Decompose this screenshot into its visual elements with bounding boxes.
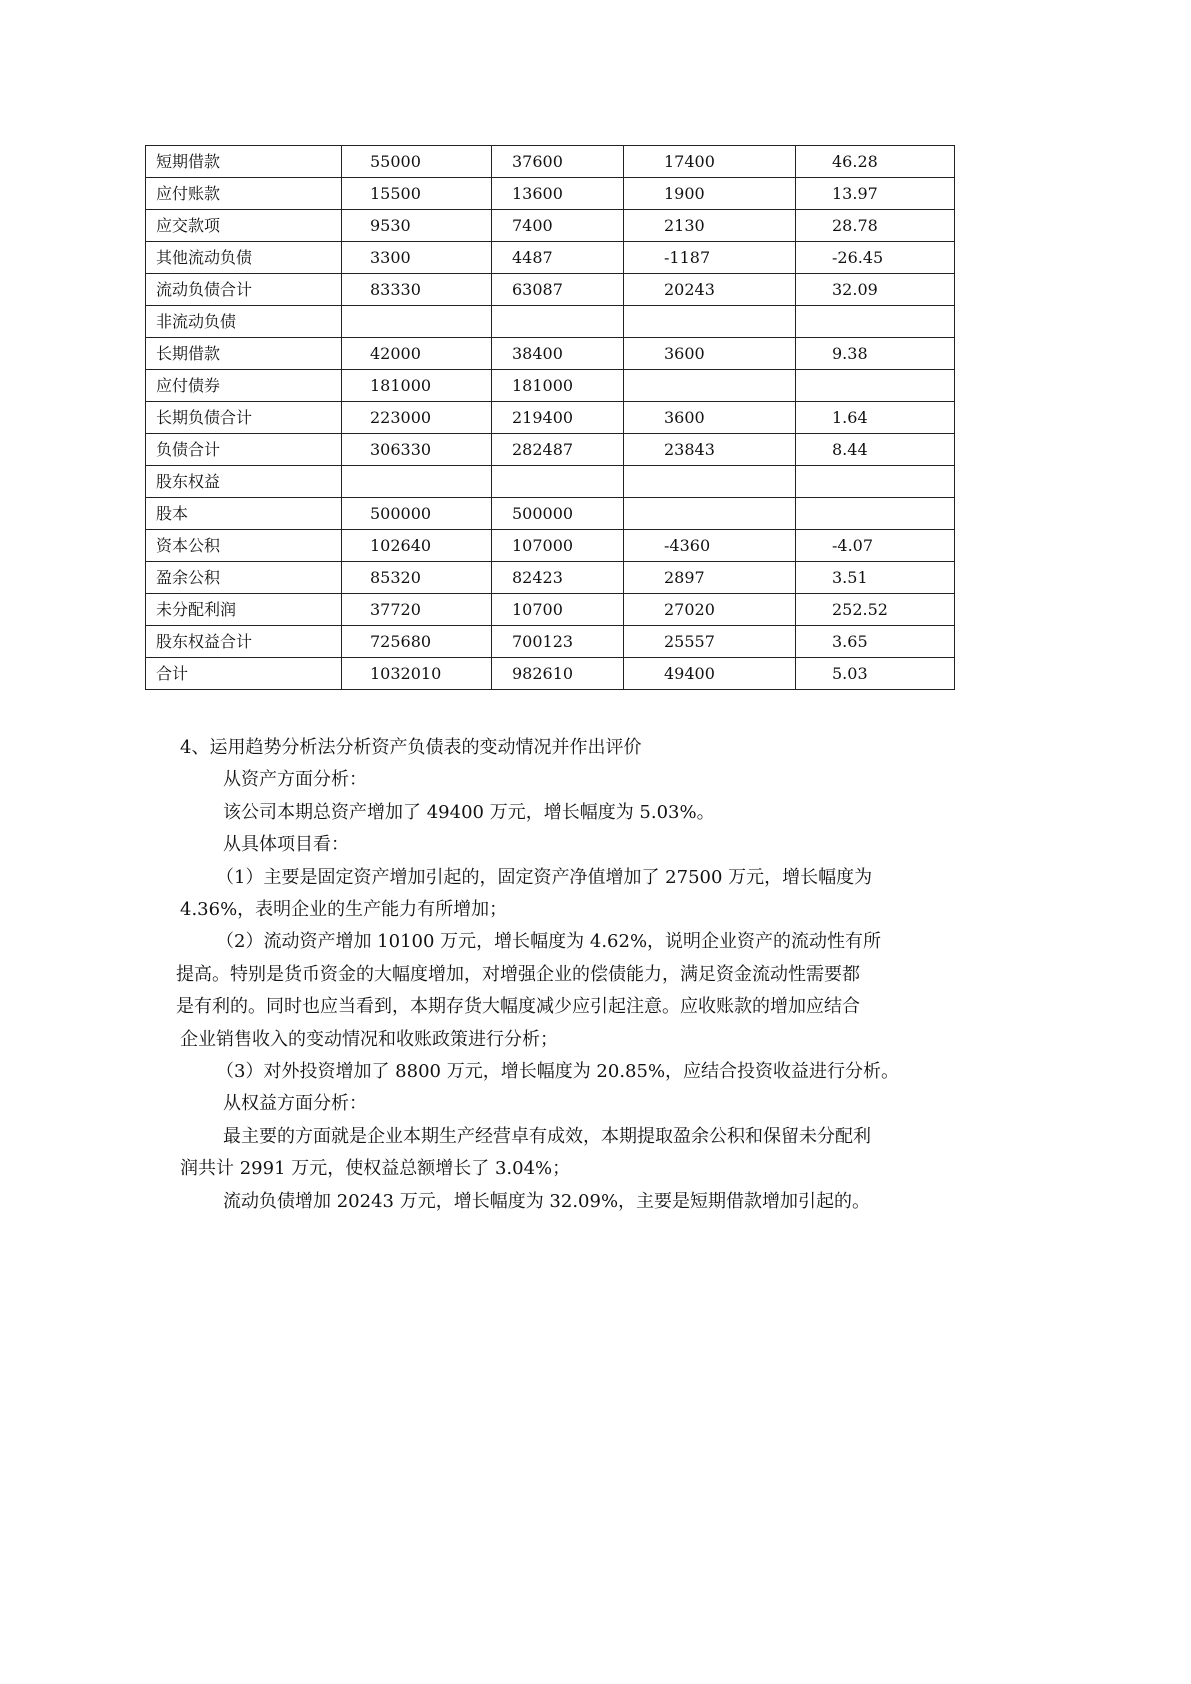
row-label: 其他流动负债 [146, 242, 342, 274]
change-percent-cell: 9.38 [796, 338, 955, 370]
change-percent-cell: 32.09 [796, 274, 955, 306]
table-row [146, 434, 955, 466]
prior-period-cell: 982610 [492, 658, 624, 690]
change-amount-cell: 3600 [624, 402, 796, 434]
current-period-cell: 85320 [342, 562, 492, 594]
change-amount-cell: 2897 [624, 562, 796, 594]
change-amount-cell [624, 466, 796, 498]
prior-period-cell: 107000 [492, 530, 624, 562]
current-period-cell: 3300 [342, 242, 492, 274]
liability-sentence: 流动负债增加 20243 万元，增长幅度为 32.09%，主要是短期借款增加引起的。 [223, 1190, 871, 1212]
item-1-line-2: 4.36%，表明企业的生产能力有所增加； [180, 899, 508, 921]
change-amount-cell: 27020 [624, 594, 796, 626]
equity-line-1: 最主要的方面就是企业本期生产经营卓有成效，本期提取盈余公积和保留未分配利 [223, 1125, 871, 1147]
row-label: 长期负债合计 [146, 402, 342, 434]
table-row [146, 562, 955, 594]
prior-period-cell: 181000 [492, 370, 624, 402]
change-amount-cell: 3600 [624, 338, 796, 370]
row-label: 合计 [146, 658, 342, 690]
change-percent-cell: 46.28 [796, 146, 955, 178]
row-label: 股本 [146, 498, 342, 530]
row-label: 负债合计 [146, 434, 342, 466]
change-amount-cell [624, 498, 796, 530]
change-percent-cell: 28.78 [796, 210, 955, 242]
change-amount-cell [624, 306, 796, 338]
prior-period-cell: 700123 [492, 626, 624, 658]
change-percent-cell [796, 370, 955, 402]
change-percent-cell: -26.45 [796, 242, 955, 274]
table-row [146, 498, 955, 530]
change-percent-cell: 3.65 [796, 626, 955, 658]
table-row [146, 242, 955, 274]
table-row [146, 210, 955, 242]
prior-period-cell: 82423 [492, 562, 624, 594]
prior-period-cell: 500000 [492, 498, 624, 530]
item-2-line-3: 是有利的。同时也应当看到，本期存货大幅度减少应引起注意。应收账款的增加应结合 [176, 996, 860, 1018]
change-percent-cell: 252.52 [796, 594, 955, 626]
table-row [146, 626, 955, 658]
item-2-line-1: （2）流动资产增加 10100 万元，增长幅度为 4.62%，说明企业资产的流动性有所 [216, 931, 882, 953]
analysis-text [176, 732, 972, 1218]
row-label: 未分配利润 [146, 594, 342, 626]
balance-sheet-table [145, 145, 955, 690]
change-percent-cell: 8.44 [796, 434, 955, 466]
table-body [146, 146, 955, 690]
table-row [146, 178, 955, 210]
change-percent-cell [796, 306, 955, 338]
current-period-cell: 181000 [342, 370, 492, 402]
table-row [146, 306, 955, 338]
prior-period-cell: 10700 [492, 594, 624, 626]
change-amount-cell: 49400 [624, 658, 796, 690]
current-period-cell: 37720 [342, 594, 492, 626]
change-percent-cell: 1.64 [796, 402, 955, 434]
prior-period-cell [492, 466, 624, 498]
prior-period-cell: 37600 [492, 146, 624, 178]
table-row [146, 402, 955, 434]
row-label: 股东权益 [146, 466, 342, 498]
asset-analysis-title: 从资产方面分析： [223, 769, 367, 791]
row-label: 应付账款 [146, 178, 342, 210]
current-period-cell: 9530 [342, 210, 492, 242]
prior-period-cell: 63087 [492, 274, 624, 306]
prior-period-cell: 282487 [492, 434, 624, 466]
change-amount-cell: -4360 [624, 530, 796, 562]
current-period-cell: 306330 [342, 434, 492, 466]
current-period-cell: 83330 [342, 274, 492, 306]
change-amount-cell: 17400 [624, 146, 796, 178]
current-period-cell: 15500 [342, 178, 492, 210]
prior-period-cell: 4487 [492, 242, 624, 274]
current-period-cell: 102640 [342, 530, 492, 562]
row-label: 短期借款 [146, 146, 342, 178]
current-period-cell: 42000 [342, 338, 492, 370]
item-1-line-1: （1）主要是固定资产增加引起的，固定资产净值增加了 27500 万元，增长幅度为 [216, 866, 873, 888]
item-2-line-2: 提高。特别是货币资金的大幅度增加，对增强企业的偿债能力，满足资金流动性需要都 [176, 963, 860, 985]
current-period-cell: 725680 [342, 626, 492, 658]
change-amount-cell: 1900 [624, 178, 796, 210]
table-row [146, 594, 955, 626]
table-row [146, 530, 955, 562]
row-label: 盈余公积 [146, 562, 342, 594]
change-amount-cell: 23843 [624, 434, 796, 466]
prior-period-cell: 38400 [492, 338, 624, 370]
item-2-line-4: 企业销售收入的变动情况和收账政策进行分析； [180, 1028, 558, 1050]
change-percent-cell [796, 466, 955, 498]
current-period-cell: 1032010 [342, 658, 492, 690]
prior-period-cell: 13600 [492, 178, 624, 210]
change-percent-cell: 13.97 [796, 178, 955, 210]
change-amount-cell: 25557 [624, 626, 796, 658]
change-amount-cell: 2130 [624, 210, 796, 242]
change-amount-cell: 20243 [624, 274, 796, 306]
row-label: 股东权益合计 [146, 626, 342, 658]
section-heading: 4、运用趋势分析法分析资产负债表的变动情况并作出评价 [180, 737, 642, 758]
table-row [146, 370, 955, 402]
change-percent-cell: 3.51 [796, 562, 955, 594]
table-row [146, 146, 955, 178]
change-amount-cell [624, 370, 796, 402]
row-label: 长期借款 [146, 338, 342, 370]
current-period-cell: 223000 [342, 402, 492, 434]
equity-analysis-title: 从权益方面分析： [223, 1093, 367, 1115]
row-label: 流动负债合计 [146, 274, 342, 306]
change-percent-cell [796, 498, 955, 530]
current-period-cell: 55000 [342, 146, 492, 178]
item-3: （3）对外投资增加了 8800 万元，增长幅度为 20.85%，应结合投资收益进行分析。 [216, 1061, 900, 1083]
table-row [146, 338, 955, 370]
row-label: 应交款项 [146, 210, 342, 242]
row-label: 资本公积 [146, 530, 342, 562]
current-period-cell: 500000 [342, 498, 492, 530]
current-period-cell [342, 306, 492, 338]
equity-line-2: 润共计 2991 万元，使权益总额增长了 3.04%； [180, 1158, 571, 1180]
prior-period-cell [492, 306, 624, 338]
change-amount-cell: -1187 [624, 242, 796, 274]
asset-total-sentence: 该公司本期总资产增加了 49400 万元，增长幅度为 5.03%。 [223, 801, 715, 823]
row-label: 非流动负债 [146, 306, 342, 338]
table-row [146, 658, 955, 690]
change-percent-cell: 5.03 [796, 658, 955, 690]
current-period-cell [342, 466, 492, 498]
row-label: 应付债券 [146, 370, 342, 402]
prior-period-cell: 219400 [492, 402, 624, 434]
table-row [146, 274, 955, 306]
prior-period-cell: 7400 [492, 210, 624, 242]
table-row [146, 466, 955, 498]
detail-title: 从具体项目看： [223, 834, 349, 856]
change-percent-cell: -4.07 [796, 530, 955, 562]
